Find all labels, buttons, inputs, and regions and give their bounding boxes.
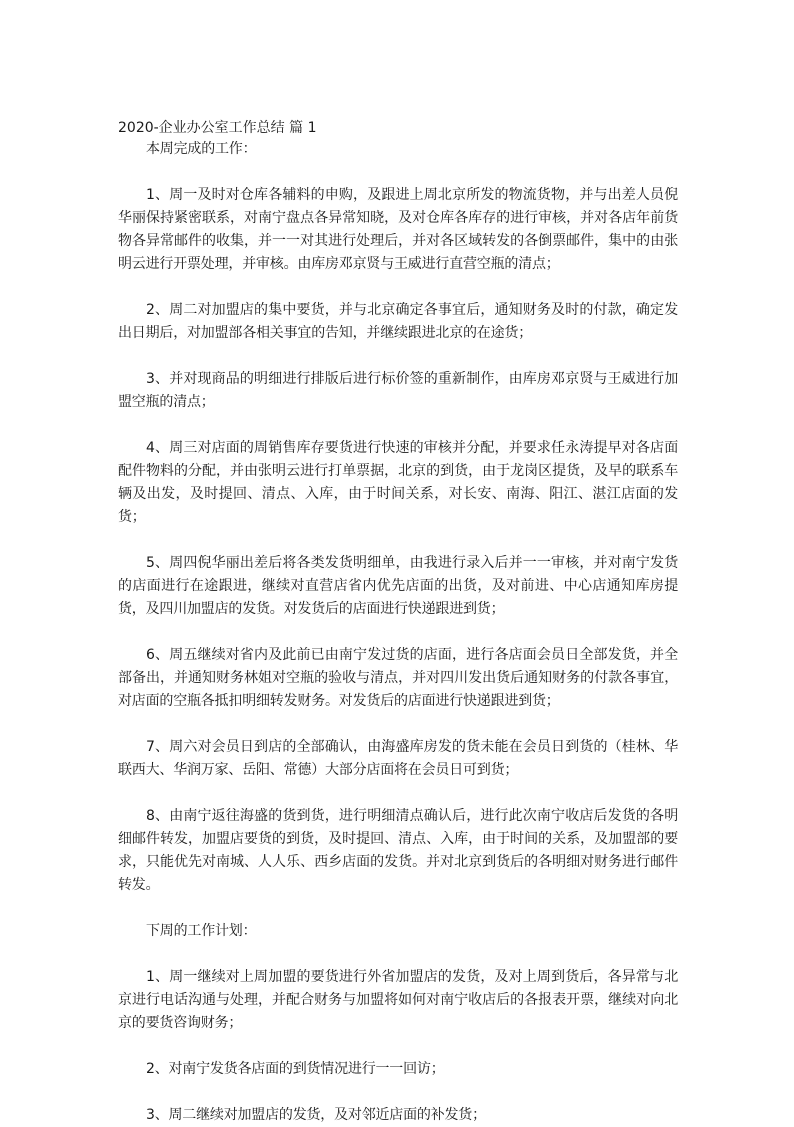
- this-week-item-4: 4、周三对店面的周销售库存要货进行快速的审核并分配，并要求任永涛提早对各店面配件物料的分配，并由张明云进行打单票据，北京的到货，由于龙岗区提货，及早的联系车辆及出发，及时提回、清点、入库，由于时间关系，对长安、南海、阳江、湛江店面的发货；: [118, 440, 678, 525]
- this-week-heading: 本周完成的工作：: [146, 141, 257, 157]
- spacer: [118, 897, 678, 920]
- spacer: [118, 1081, 678, 1104]
- next-week-heading: 下周的工作计划：: [146, 923, 257, 939]
- next-week-item-2: 2、对南宁发货各店面的到货情况进行一一回访；: [146, 1061, 445, 1077]
- document-page: [118, 118, 678, 1127]
- spacer: [118, 529, 678, 552]
- spacer: [118, 276, 678, 299]
- spacer: [118, 621, 678, 644]
- this-week-item-5: 5、周四倪华丽出差后将各类发货明细单，由我进行录入后并一一审核，并对南宁发货的店面进行在途跟进，继续对直营店省内优先店面的出货，及对前进、中心店通知库房提货，及四川加盟店的发货。对发货后的店面进行快递跟进到货；: [118, 555, 678, 617]
- spacer: [118, 782, 678, 805]
- this-week-item-1: 1、周一及时对仓库各辅料的申购，及跟进上周北京所发的物流货物，并与出差人员倪华丽保持紧密联系，对南宁盘点各异常知晓，及对仓库各库存的进行审核，并对各店年前货物各异常邮件的收集，并一一对其进行处理后，并对各区域转发的各倒票邮件，集中的由张明云进行开票处理，并审核。由库房邓京贤与王威进行直营空瓶的清点；: [118, 187, 678, 272]
- this-week-item-2: 2、周二对加盟店的集中要货，并与北京确定各事宜后，通知财务及时的付款，确定发出日期后，对加盟部各相关事宜的告知，并继续跟进北京的在途货；: [118, 302, 678, 341]
- spacer: [118, 414, 678, 437]
- spacer: [118, 1035, 678, 1058]
- this-week-item-6: 6、周五继续对省内及此前已由南宁发过货的店面，进行各店面会员日全部发货，并全部备出，并通知财务林姐对空瓶的验收与清点，并对四川发出货后通知财务的付款各事宜，对店面的空瓶各抵扣明细转发财务。对发货后的店面进行快递跟进到货；: [118, 647, 678, 709]
- spacer: [118, 943, 678, 966]
- next-week-item-1: 1、周一继续对上周加盟的要货进行外省加盟店的发货，及对上周到货后，各异常与北京进行电话沟通与处理，并配合财务与加盟将如何对南宁收店后的各报表开票，继续对向北京的要货咨询财务；: [118, 969, 678, 1031]
- spacer: [118, 161, 678, 184]
- spacer: [118, 345, 678, 368]
- this-week-item-8: 8、由南宁返往海盛的货到货，进行明细清点确认后，进行此次南宁收店后发货的各明细邮件转发，加盟店要货的到货，及时提回、清点、入库，由于时间的关系，及加盟部的要求，只能优先对南城、人人乐、西乡店面的发货。并对北京到货后的各明细对财务进行邮件转发。: [118, 808, 678, 893]
- document-title: 2020-企业办公室工作总结 篇 1: [118, 120, 317, 136]
- spacer: [118, 713, 678, 736]
- next-week-item-3: 3、周二继续对加盟店的发货，及对邻近店面的补发货；: [146, 1107, 486, 1123]
- this-week-item-3: 3、并对现商品的明细进行排版后进行标价签的重新制作，由库房邓京贤与王威进行加盟空瓶的清点；: [118, 371, 678, 410]
- this-week-item-7: 7、周六对会员日到店的全部确认，由海盛库房发的货未能在会员日到货的（桂林、华联西大、华润万家、岳阳、常德）大部分店面将在会员日可到货；: [118, 739, 678, 778]
